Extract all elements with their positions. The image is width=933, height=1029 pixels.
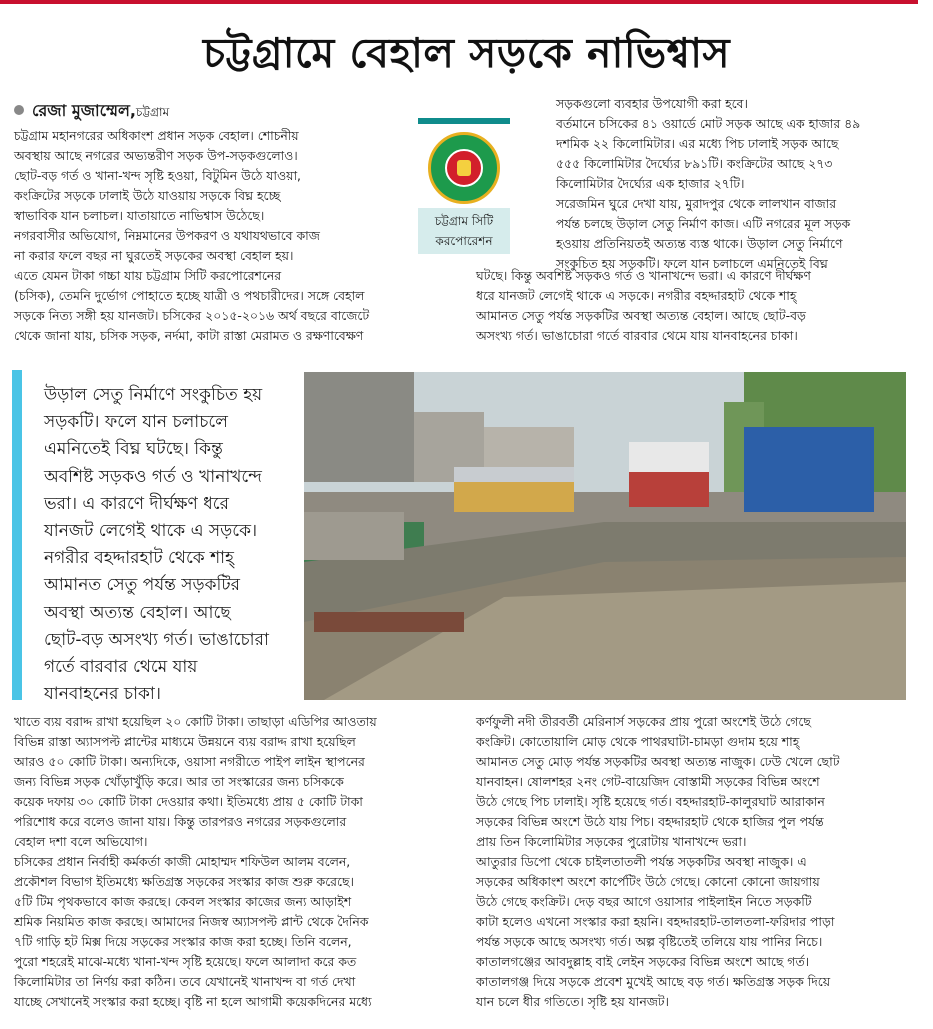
intro-right-column xyxy=(556,94,926,274)
text-line: আমানত সেতু মোড় পর্যন্ত সড়কটির অবস্থা অত্যন্ত নাজুক। ঢেউ খেলে ছোট xyxy=(476,754,840,769)
logo-label xyxy=(418,208,510,254)
text-line: এতে যেমন টাকা গচ্চা যায় চট্টগ্রাম সিটি করপোরেশনের xyxy=(14,268,282,283)
seal-icon xyxy=(428,132,500,204)
pull-quote-line: গর্তে বারবার থেমে যায় xyxy=(44,657,198,678)
pull-quote-line: আমানত সেতু পর্যন্ত সড়কটির xyxy=(44,575,240,596)
text-line: চসিকের প্রধান নির্বাহী কর্মকর্তা কাজী মোহাম্মদ শফিউল আলম বলেন, xyxy=(14,854,351,869)
pull-quote-line: নগরীর বহদ্দারহাট থেকে শাহ্ xyxy=(44,548,234,569)
headline: চট্টগ্রামে বেহাল সড়কে নাভিশ্বাস xyxy=(202,29,731,77)
text-line: বেহাল দশা বলে অভিযোগ। xyxy=(14,834,148,849)
logo-label-line: চট্টগ্রাম সিটি xyxy=(434,214,494,228)
intro-left-column xyxy=(14,126,414,346)
pull-quote-line: অবস্থা অত্যন্ত বেহাল। আছে xyxy=(44,602,231,623)
text-line: কিলোমিটার তা নির্ণয় করা কঠিন। তবে যেখানেই খানাখন্দ বা গর্ত দেখা xyxy=(14,974,356,989)
text-line: অবস্থায় আছে নগরের অভ্যন্তরীণ সড়ক উপ-সড়কগুলোও। xyxy=(14,148,298,163)
text-line: কয়েক দফায় ৩০ কোটি টাকা দেওয়ার কথা। ইতিমধ্যে প্রায় ৫ কোটি টাকা xyxy=(14,794,363,809)
text-line: ৫৫৫ কিলোমিটার দৈর্ঘ্যের ৮৯১টি। কংক্রিটের আছে ২৭৩ xyxy=(556,156,833,171)
street-photo xyxy=(304,372,906,700)
seal-inner-icon xyxy=(445,149,483,187)
text-line: কিলোমিটার দৈর্ঘ্যের এক হাজার ২৭টি। xyxy=(556,176,745,191)
photo-illustration xyxy=(304,372,906,700)
text-line: উঠে গেছে পিচ ঢালাই। সৃষ্টি হয়েছে গর্ত। বহদ্দারহাট-কালুরঘাট আরাকান xyxy=(476,794,825,809)
text-line: প্রায় তিন কিলোমিটার সড়কের পুরোটায় খানাখন্দে ভরা। xyxy=(476,834,747,849)
text-line: যান চলে ধীর গতিতে। সৃষ্টি হয় যানজট। xyxy=(476,994,669,1009)
text-line: ছোট-বড় গর্ত ও খানা-খন্দ সৃষ্টি হওয়া, বিটুমিন উঠে যাওয়া, xyxy=(14,168,301,183)
text-line: কর্ণফুলী নদী তীরবর্তী মেরিনার্স সড়কের প্রায় পুরো অংশেই উঠে গেছে xyxy=(476,714,811,729)
text-line: ধরে যানজট লেগেই থাকে এ সড়কে। নগরীর বহদ্দারহাট থেকে শাহ্ xyxy=(476,288,797,303)
text-line: কংক্রিট। কোতোয়ালি মোড় থেকে পাথরঘাটা-চামড়া গুদাম হয়ে শাহ্ xyxy=(476,734,800,749)
text-line: সড়কের অধিকাংশ অংশে কার্পেটিং উঠে গেছে। কোনো কোনো জায়গায় xyxy=(476,874,820,889)
seal-core-icon xyxy=(457,160,471,176)
text-line: সড়কে নিত্য সঙ্গী হয় যানজট। চসিকের ২০১৫-২০১৬ অর্থ বছরে বাজেটে xyxy=(14,308,370,323)
text-line: পরিশোধ করে বলেও জানা যায়। কিন্তু তারপরও নগরের সড়কগুলোর xyxy=(14,814,347,829)
text-line: শ্রমিক নিয়মিত কাজ করছে। আমাদের নিজস্ব অ্যাসপল্ট প্লান্ট থেকে দৈনিক xyxy=(14,914,369,929)
text-line: বর্তমানে চসিকের ৪১ ওয়ার্ডে মোট সড়ক আছে এক হাজার ৪৯ xyxy=(556,116,861,131)
text-line: না করার ফলে বছর না ঘুরতেই সড়কের অবস্থা বেহাল হয়। xyxy=(14,248,294,263)
text-line: থেকে জানা যায়, চসিক সড়ক, নর্দমা, কাটা রাস্তা মেরামত ও রক্ষণাবেক্ষণ xyxy=(14,328,364,343)
pull-quote-line: উড়াল সেতু নির্মাণে সংকুচিত হয় xyxy=(44,385,263,405)
byline xyxy=(14,98,169,125)
text-line: সরেজমিন ঘুরে দেখা যায়, মুরাদপুর থেকে লালখান বাজার xyxy=(556,196,837,211)
text-line: কাটা হলেও এখনো সংস্কার করা হয়নি। বহদ্দারহাট-তালতলা-ফরিদার পাড়া xyxy=(476,914,835,929)
pull-quote xyxy=(12,370,302,705)
text-line: দশমিক ২২ কিলোমিটার। এর মধ্যে পিচ ঢালাই সড়ক আছে xyxy=(556,136,839,151)
pull-quote-line: ভরা। এ কারণে দীর্ঘক্ষণ ধরে xyxy=(44,493,229,514)
text-line: ৭টি গাড়ি হট মিক্স দিয়ে সড়কের সংস্কার কাজ করা হচ্ছে। তিনি বলেন, xyxy=(14,934,352,949)
building-left xyxy=(304,372,414,482)
text-line: আমানত সেতু পর্যন্ত সড়কটির অবস্থা অত্যন্ত বেহাল। আছে ছোট-বড় xyxy=(476,308,806,323)
city-corporation-logo xyxy=(418,118,510,254)
intro-right-wide-column xyxy=(476,266,926,346)
truck-body xyxy=(629,472,709,507)
pull-quote-line: যানজট লেগেই থাকে এ সড়কে। xyxy=(44,521,258,542)
text-line: ৫টি টিম পৃথকভাবে কাজ করছে। কেবল সংস্কার কাজের জন্য আড়াইশ xyxy=(14,894,352,909)
text-line: জন্য বিভিন্ন সড়ক খোঁড়াখুঁড়ি করে। আর তা সংস্কারের জন্য চসিককে xyxy=(14,774,344,789)
text-line: চট্টগ্রাম মহানগরের অধিকাংশ প্রধান সড়ক বেহাল। শোচনীয় xyxy=(14,128,299,143)
text-line: সড়কের বিভিন্ন অংশে উঠে যায় পিচ। বহদ্দারহাট থেকে হাজির পুল পর্যন্ত xyxy=(476,814,824,829)
text-line: কাতালগঞ্জের আবদুল্লাহ বাই লেইন সড়কের বিভিন্ন অংশে আছে গর্ত। xyxy=(476,954,810,969)
text-line: ঘটছে। কিন্তু অবশিষ্ট সড়কও গর্ত ও খানাখন্দে ভরা। এ কারণে দীর্ঘক্ষণ xyxy=(476,268,811,283)
text-line: উঠে গেছে কংক্রিট। দেড় বছর আগে ওয়াসার পাইলাইন নিতে সড়কটি xyxy=(476,894,812,909)
text-line: আতুরার ডিপো থেকে চাইলতাতলী পর্যন্ত সড়কটির অবস্থা নাজুক। এ xyxy=(476,854,807,869)
text-line: বিভিন্ন রাস্তা অ্যাসপল্ট প্লান্টের মাধ্যমে উন্নয়নে ব্যয় বরাদ্দ রাখা হয়েছিল xyxy=(14,734,356,749)
pull-quote-line: এমনিতেই বিঘ্ন ঘটছে। কিন্তু xyxy=(44,439,223,460)
text-line: কাতালগঞ্জ দিয়ে সড়কে প্রবেশ মুখেই আছে বড় গর্ত। ক্ষতিগ্রস্ত সড়ক দিয়ে xyxy=(476,974,831,989)
text-line: পর্যন্ত সড়কে আছে অসংখ্য গর্ত। অল্প বৃষ্টিতেই তলিয়ে যায় পানির নিচে। xyxy=(476,934,823,949)
pull-quote-line: যানবাহনের চাকা। xyxy=(44,684,161,705)
minibus xyxy=(744,427,874,512)
text-line: যাচ্ছে সেখানেই সংস্কার করা হচ্ছে। বৃষ্টি না হলে আগামী কয়েকদিনের মধ্যে xyxy=(14,994,372,1009)
text-line: খাতে ব্যয় বরাদ্দ রাখা হয়েছিল ২০ কোটি টাকা। তাছাড়া এডিপির আওতায় xyxy=(14,714,377,729)
text-line: হওয়ায় প্রতিনিয়তই অত্যন্ত ব্যস্ত থাকে। উড়াল সেতু নির্মাণে xyxy=(556,236,843,251)
road-divider xyxy=(304,512,404,560)
text-line: অসংখ্য গর্ত। ভাঙাচোরা গর্তে বারবার থেমে যায় যানবাহনের চাকা। xyxy=(476,328,798,343)
top-rule xyxy=(0,0,918,4)
text-line: প্রকৌশল বিভাগ ইতিমধ্যে ক্ষতিগ্রস্ত সড়কের সংস্কার কাজ শুরু করেছে। xyxy=(14,874,354,889)
text-line: সংকুচিত হয় সড়কটি। ফলে যান চলাচলে এমনিতেই বিঘ্ন xyxy=(556,256,828,271)
text-line: কংক্রিটের সড়কে ঢালাই উঠে যাওয়ায় সড়কে বিঘ্ন হচ্ছে xyxy=(14,188,281,203)
text-line: যানবাহন। ষোলশহর ২নং গেট-বায়েজিদ বোস্তামী সড়কের বিভিন্ন অংশে xyxy=(476,774,820,789)
text-line: (চসিক), তেমনি দুর্ভোগ পোহাতে হচ্ছে যাত্রী ও পথচারীদের। সঙ্গে বেহাল xyxy=(14,288,365,303)
logo-accent-bar xyxy=(418,118,510,124)
rickshaw-crowd xyxy=(454,482,574,512)
bricks xyxy=(314,612,464,632)
byline-author: রেজা মুজাম্মেল, xyxy=(32,101,136,120)
byline-location: চট্টগ্রাম xyxy=(135,105,170,119)
text-line: স্বাভাবিক যান চলাচল। যাতায়াতে নাভিশ্বাস উঠেছে। xyxy=(14,208,265,223)
text-line: নগরবাসীর অভিযোগ, নিম্নমানের উপকরণ ও যথাযথভাবে কাজ xyxy=(14,228,320,243)
text-line: পর্যন্ত চলছে উড়াল সেতু নির্মাণ কাজ। এটি নগরের মূল সড়ক xyxy=(556,216,851,231)
pull-quote-line: ছোট-বড় অসংখ্য গর্ত। ভাঙাচোরা xyxy=(44,629,269,650)
text-line: পুরো শহরেই মাঝে-মধ্যে খানা-খন্দ সৃষ্টি হয়েছে। ফলে আলাদা করে কত xyxy=(14,954,357,969)
pull-quote-line: অবশিষ্ট সড়কও গর্ত ও খানাখন্দে xyxy=(44,466,262,487)
logo-label-line: করপোরেশন xyxy=(435,234,493,248)
pull-quote-line: সড়কটি। ফলে যান চলাচলে xyxy=(44,412,228,433)
text-line: আরও ৫০ কোটি টাকা। অন্যদিকে, ওয়াসা নগরীতে পাইপ লাইন স্থাপনের xyxy=(14,754,365,769)
bullet-icon xyxy=(14,105,24,115)
text-line: সড়কগুলো ব্যবহার উপযোগী করা হবে। xyxy=(556,96,748,111)
bottom-right-column xyxy=(476,712,926,1012)
bottom-left-column xyxy=(14,712,472,1012)
